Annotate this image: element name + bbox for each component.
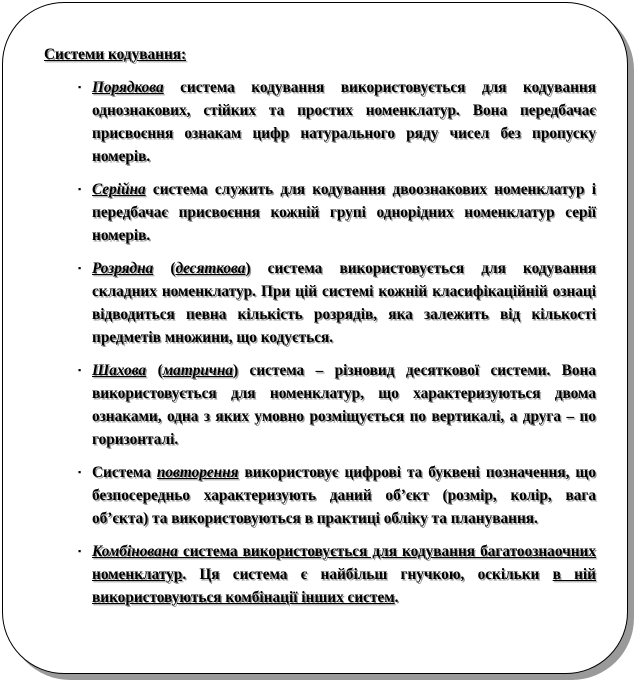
list-item-ordinal xyxy=(44,76,596,168)
bullet-icon: ▪ xyxy=(78,263,82,273)
item-text: Система xyxy=(92,464,157,481)
term: Порядкова xyxy=(92,79,164,96)
bullet-icon: ▪ xyxy=(78,365,82,375)
term-alt: десяткова xyxy=(175,260,246,277)
term: Комбінована xyxy=(92,543,178,560)
item-text: використовує цифрові та буквені позначення, що безпосередньо характеризують даний об’єкт (розмір, колір, вага об’єкта) та використовуються в практиці обліку та планування. xyxy=(92,464,596,527)
list-item-repetition xyxy=(44,461,596,530)
term: Шахова xyxy=(92,362,147,379)
item-text: . Ця система є найбільш гнучкою, оскільки xyxy=(182,566,553,583)
term: Розрядна xyxy=(92,260,154,277)
content-block xyxy=(44,43,596,619)
item-text: ) система – різновид десяткової системи. Вона використовується для номенклатур, що характеризуються двома ознаками, одна з яких умовно розміщується по вертикалі, а друга – по горизонталі. xyxy=(92,362,596,448)
list-item-chess xyxy=(44,359,596,451)
item-text: система служить для кодування двоознакових номенклатур і передбачає присвоєння кожній групі однорідних номенклатур серії номерів. xyxy=(92,181,596,244)
bullet-icon: ▪ xyxy=(78,184,82,194)
term: Серійна xyxy=(92,181,146,198)
bullet-icon: ▪ xyxy=(78,467,82,477)
term-alt: матрична xyxy=(162,362,234,379)
bullet-icon: ▪ xyxy=(78,82,82,92)
item-text: ( xyxy=(146,362,163,379)
item-text: ( xyxy=(153,260,176,277)
list-item-serial xyxy=(44,178,596,247)
item-text: ) система використовується для кодування складних номенклатур. При цій системі кожній класифікаційній ознаці відводиться певна кількість розрядів, яка залежить від кількості предметів множини, що кодується. xyxy=(92,260,596,346)
section-heading: Системи кодування: xyxy=(44,46,187,63)
underlined-text: система використовується для кодування багатоознаочних номенклатур xyxy=(92,543,596,583)
term: повторення xyxy=(156,464,239,481)
rounded-frame xyxy=(2,2,628,674)
list-item-digit xyxy=(44,257,596,349)
item-text: . xyxy=(394,589,399,606)
bullet-icon: ▪ xyxy=(78,546,82,556)
item-text: система кодування використовується для кодування однознакових, стійких та простих номенклатур. Вона передбачає присвоєння ознакам цифр натурального ряду чисел без пропуску номерів. xyxy=(92,79,596,165)
list-item-combined xyxy=(44,540,596,609)
coding-systems-list xyxy=(44,76,596,609)
underlined-text: в ній використовуються комбінації інших систем xyxy=(92,566,596,606)
